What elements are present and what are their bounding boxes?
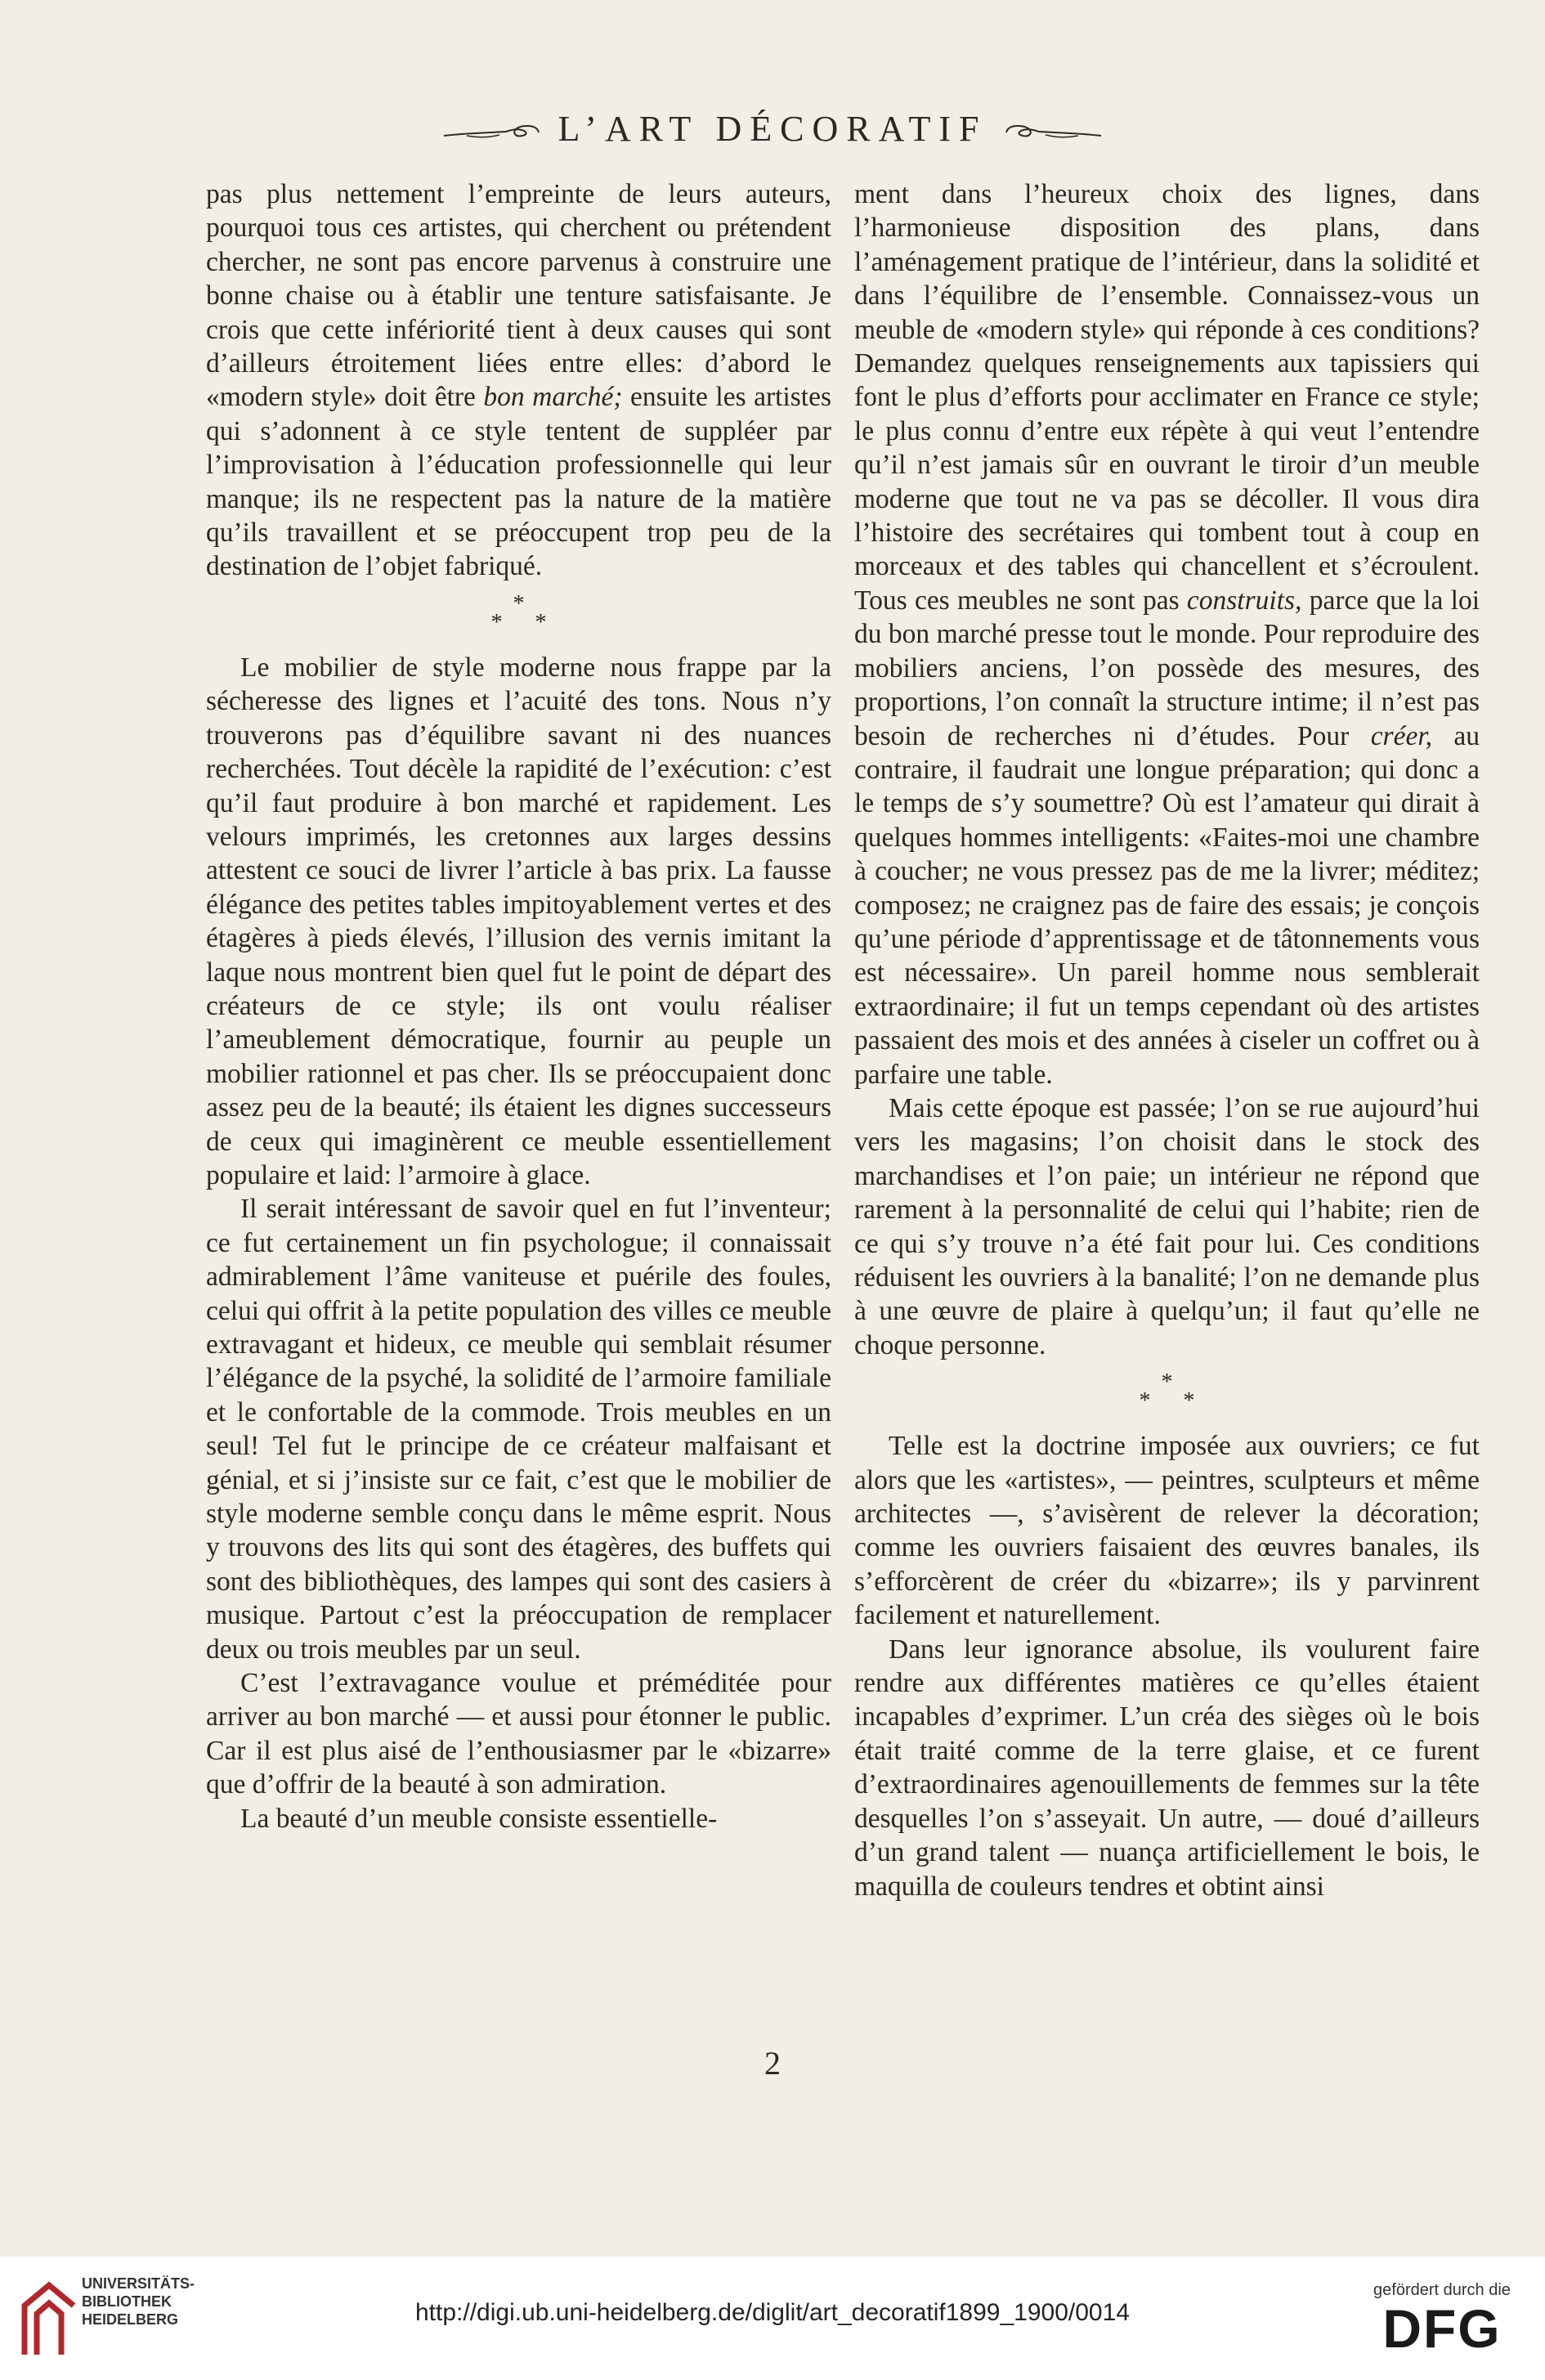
paragraph: Mais cette époque est passée; l’on se rue aujourd’hui vers les magasins; l’on choisit dans le stock des marchandises et l’on paie; un intérieur ne répond que rarement à la personnalité de celui qui l’habite; rien de ce qui s’y trouve n’a été fait pour lui. Ces conditions réduisent les ouvriers à la banalité; l’on ne demande plus à une œuvre de plaire à quelqu’un; il faut qu’elle ne choque personne.: [854, 1092, 1480, 1360]
dfg-funding-block: [1360, 2281, 1524, 2357]
paragraph: pas plus nettement l’empreinte de leurs auteurs, pourquoi tous ces artistes, qui cherchent ou prétendent chercher, ne sont pas encore parvenus à construire une bonne chaise ou à établir une tenture satisfaisante. Je crois que cette infériorité tient à deux causes qui sont d’ailleurs étroitement liées entre elles: d’abord le «modern style» doit être bon marché; ensuite les artistes qui s’adonnent à ce style tentent de suppléer par l’improvisation à l’éducation professionnelle qui leur manque; ils ne respectent pas la nature de la matière qu’ils travaillent et se préoccupent trop peu de la destination de l’objet fabriqué.: [206, 179, 832, 582]
right-flourish-ornament: [1005, 123, 1103, 142]
running-header: [0, 108, 1545, 150]
header-title: L’ART DÉCORATIF: [558, 109, 987, 149]
page-number: 2: [764, 2045, 781, 2082]
library-name: UNIVERSITÄTS- BIBLIOTHEK HEIDELBERG: [82, 2275, 195, 2328]
emphasis: créer,: [1370, 720, 1433, 751]
paragraph: Dans leur ignorance absolue, ils voulurent faire rendre aux différentes matières ce qu’elles étaient incapables d’exprimer. L’un créa des sièges où le bois était traité comme de la terre glaise, et ce furent d’extraordinaires agenouillements de femmes sur la tête desquelles l’on s’asseyait. Un autre, — doué d’ailleurs d’un grand talent — nuança artificiellement le bois, le maquilla de couleurs tendres et obtint ainsi: [854, 1634, 1480, 1902]
section-separator-asterisks: * **: [490, 590, 580, 635]
paragraph: ment dans l’heureux choix des lignes, dans l’harmonieuse disposition des plans, dans l’aménagement pratique de l’intérieur, dans la solidité et dans l’équilibre de l’ensemble. Connaissez-vous un meuble de «modern style» qui réponde à ces conditions? Demandez quelques renseignements aux tapissiers qui font le plus d’efforts pour acclimater en France ce style; le plus connu d’entre eux répète à qui veut l’entendre qu’il n’est jamais sûr en ouvrant le tiroir d’un meuble moderne que tout ne va pas se décoller. Il vous dira l’histoire des secrétaires qui tombent tout à coup en morceaux et des tables qui chancellent et s’écroulent. Tous ces meubles ne sont pas construits, parce que la loi du bon marché presse tout le monde. Pour reproduire des mobiliers anciens, l’on possède des mesures, des proportions, l’on connaît la structure intime; il n’est pas besoin de recherches ni d’études. Pour créer, au contraire, il faudrait une longue préparation; qui donc a le temps de s’y soumettre? Où est l’amateur qui dirait à quelques hommes intelligents: «Faites-moi une chambre à coucher; ne vous pressez pas de me la livrer; méditez; composez; ne craignez pas de faire des essais; je conçois qu’une période d’apprentissage et de tâtonnements vous est nécessaire». Un pareil homme nous semblerait extraordinaire; il fut un temps cependant où des artistes passaient des mois et des années à ciseler un coffret ou à parfaire une table.: [854, 179, 1480, 1090]
left-flourish-ornament: [442, 123, 540, 142]
dfg-logo: DFG: [1382, 2298, 1502, 2359]
section-separator-asterisks: * **: [1139, 1369, 1228, 1414]
paragraph: C’est l’extravagance voulue et préméditée pour arriver au bon marché — et aussi pour étonner le public. Car il est plus aisé de l’enthousiasmer par le «bizarre» que d’offrir de la beauté à son admiration.: [206, 1668, 831, 1800]
right-text-column: [854, 177, 1480, 1903]
left-text-column: [206, 177, 831, 1835]
funding-caption: gefördert durch die: [1373, 2281, 1511, 2299]
source-url-link[interactable]: http://digi.ub.uni-heidelberg.de/diglit/art_decoratif1899_1900/0014: [415, 2299, 1130, 2326]
paragraph: Il serait intéressant de savoir quel en fut l’inventeur; ce fut certainement un fin psychologue; il connaissait admirablement l’âme vaniteuse et puérile des foules, celui qui offrit à la petite population des villes ce meuble extravagant et hideux, ce meuble qui semblait résumer l’élégance de la psyché, la solidité de l’armoire familiale et le confortable de la commode. Trois meubles en un seul! Tel fut le principe de ce créateur malfaisant et génial, et si j’insiste sur ce fait, c’est que le mobilier de style moderne semble conçu dans le même esprit. Nous y trouvons des lits qui sont des étagères, des buffets qui sont des bibliothèques, des lampes qui sont des casiers à musique. Partout c’est la préoccupation de remplacer deux ou trois meubles par un seul.: [206, 1194, 831, 1665]
emphasis: construits,: [1186, 585, 1302, 616]
emphasis: bon marché;: [483, 382, 623, 413]
digitization-footer: [0, 2257, 1545, 2380]
paragraph: Telle est la doctrine imposée aux ouvriers; ce fut alors que les «artistes», — peintres, sculpteurs et même architectes —, s’avisèrent de relever la décoration; comme les ouvriers faisaient des œuvres banales, ils s’efforcèrent de créer du «bizarre»; ils y parvinrent facilement et naturellement.: [854, 1431, 1480, 1631]
paragraph: Le mobilier de style moderne nous frappe par la sécheresse des lignes et l’acuité des tons. Nous n’y trouverons pas d’équilibre savant ni des nuances recherchées. Tout décèle la rapidité de l’exécution: c’est qu’il faut produire à bon marché et rapidement. Les velours imprimés, les cretonnes aux larges dessins attestent ce souci de livrer l’article à bas prix. La fausse élégance des petites tables impitoyablement vertes et des étagères à pieds élevés, l’illusion des vernis imitant la laque nous montrent bien quel fut le point de départ des créateurs de ce style; ils ont voulu réaliser l’ameublement démocratique, fournir au peuple un mobilier rationnel et pas cher. Ils se préoccupaient donc assez peu de la beauté; ils étaient les dignes successeurs de ceux qui imaginèrent ce meuble essentiellement populaire et laid: l’armoire à glace.: [206, 652, 831, 1190]
paragraph: La beauté d’un meuble consiste essentielle-: [240, 1803, 718, 1834]
